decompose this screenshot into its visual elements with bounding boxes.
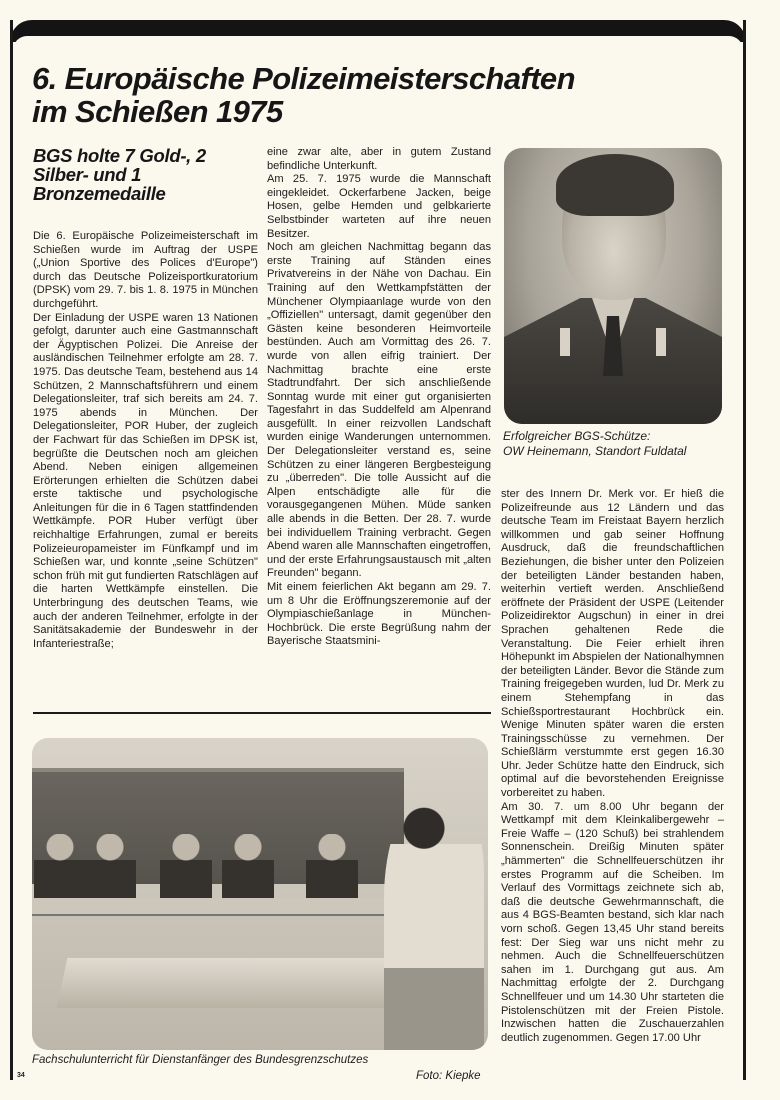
teacher-desk [57,958,398,1008]
classroom-caption: Fachschulunterricht für Dienstanfänger des Bundesgrenzschutzes [32,1054,369,1066]
portrait-caption-line-2: OW Heinemann, Standort Fuldatal [503,444,687,458]
paragraph: ster des Innern Dr. Merk vor. Er hieß die Polizeifreunde aus 12 Ländern und das deutsche Team im Freistaat Bayern herzlich willkommen und gab seiner Hoffnung Ausdruck, daß die freundschaftlichen Beziehungen, die bisher unter den Polizeien der beteiligten Länder bestanden haben, weiterhin vertieft werden. Anschließend eröffnete der Präsident der USPE (Leitender Polizeidirektor Augschun) in einer in drei Sprachen gehaltenen Rede die Veranstaltung. Die Feier erhielt ihren Höhepunkt im Abspielen der Nationalhymnen der beteiligten Länder. Bevor die Stände zum Training freigegeben wurden, lud Dr. Merk zu einem Stehempfang in das Schießsportrestaurant Hochbrück ein. Wenige Minuten später waren die ersten Trainingsschüsse zu vernehmen. Der Schießlärm verstummte erst gegen 16.30 Uhr. Jeder Schütze hatte den Eindruck, sich optimal auf die bevorstehenden Ereignisse vorbereitet zu haben. [501,488,724,800]
paragraph: eine zwar alte, aber in gutem Zustand befindliche Unterkunft. [267,146,491,172]
photo-credit: Foto: Kiepke [416,1070,481,1082]
teacher-figure [384,798,484,1050]
portrait-caption-line-1: Erfolgreicher BGS-Schütze: [503,429,651,443]
article-column-1 [33,230,258,651]
student-figure [306,834,358,906]
paragraph: Der Einladung der USPE waren 13 Nationen gefolgt, darunter auch eine Gastmannschaft der Ägyptischen Polizei. Die Anreise der ausländischen Teilnehmer erfolgte am 28. 7. 1975. Das deutsche Team, bestehend aus 14 Schützen, 2 Mannschaftsführern und einem Delegationsleiter, traf sich bereits am 24. 7. 1975 abends in München. Der Delegationsleiter, POR Huber, der zugleich der Fachwart für das Schießen im DPSK ist, begrüßte die Deutschen noch am gleichen Abend. Neben einigen allgemeinen Erörterungen erhielten die Schützen dabei erste taktische und psychologische Anleitungen für die in 6 Tagen stattfindenden Wettkämpfe. POR Huber verfügt über reichhaltige Erfahrungen, zumal er bereits Polizeieuropameister im Fünfkampf und im Schießen war, und konnte „seine Schützen" schon früh mit gut fundierten Ratschlägen auf die harten Wettkämpfe einstellen. Die Unterbringung des deutschen Teams, wie auch der anderen Teilnehmer, erfolgte in der Sanitätsakademie der Bundeswehr in der Infanteriestraße; [33,311,258,650]
portrait-photo [504,148,722,424]
student-figure [34,834,86,906]
student-figure [160,834,212,906]
paragraph: Am 30. 7. um 8.00 Uhr begann der Wettkampf mit dem Kleinkalibergewehr – Freie Waffe – (120 Schuß) bei strahlendem Sonnenschein. Dreißig Minuten später „hämmerten" die Schnellfeuerschützen ihr erstes Programm auf die Scheiben. Im Verlauf des Vormittags zeichnete sich ab, daß die deutsche Gewehrmannschaft, die aus 4 BGS-Beamten bestand, sich klar nach vorn schoß. Gegen 13,45 Uhr stand bereits fest: Der Sieg war uns nicht mehr zu nehmen. Auch die Schnellfeuerschützen sahen im 1. Durchgang gut aus. Am Nachmittag erfolgte der 2. Durchgang Schnellfeuer und um 14.30 Uhr starteten die Pistolenschützen mit der Freien Pistole. Inzwischen hatten die Zuschauerzahlen deutlich zugenommen. Gegen 17.00 Uhr [501,800,724,1044]
article-subtitle: BGS holte 7 Gold-, 2 Silber- und 1 Bronzemedaille [33,145,206,204]
section-divider [33,712,491,714]
article-column-3 [501,488,724,1045]
portrait-hair [556,154,674,216]
student-figure [84,834,136,906]
paragraph: Am 25. 7. 1975 wurde die Mannschaft eingekleidet. Ockerfarbene Jacken, beige Hosen, gelbe Hemden und gelbkarierte Selbstbinder warteten auf ihre neuen Besitzer. [267,173,491,240]
student-figure [222,834,274,906]
paragraph: Die 6. Europäische Polizeimeisterschaft im Schießen wurde im Auftrag der USPE („Union Sportive des Polices d'Europe") durch das Deutsche Polizeisportkuratorium (DPSK) vom 29. 7. bis 1. 8. 1975 in München durchgeführt. [33,230,258,310]
portrait-caption [503,429,733,459]
paragraph: Mit einem feierlichen Akt begann am 29. 7. um 8 Uhr die Eröffnungszeremonie auf der Olympiaschießanlage in München-Hochbrück. Die erste Begrüßung nahm der Bayerische Staatsmini- [267,581,491,648]
article-title [32,62,732,128]
title-line-2: im Schießen 1975 [32,94,283,129]
paragraph: Noch am gleichen Nachmittag begann das erste Training auf Ständen eines Privatvereins in der Nähe von Dachau. Ein Training auf den Wettkampfstätten der Münchener Olympiaanlage wurde von den „Offiziellen" untersagt, damit gegenüber den Gästen keine besonderen Heimvorteile bestünden. Auch am Vormittag des 26. 7. wurde von allen eifrig trainiert. Der Nachmittag brachte eine erste Stadtrundfahrt. Der sich anschließende Sonntag wurde mit einer gut organisierten Tagesfahrt in das Suddelfeld am Alpenrand ausgefüllt. In einer reizvollen Landschaft wurden einige Wanderungen unternommen. Der Delegationsleiter verstand es, seine Schützen zu einer längeren Bergbesteigung zu „überreden". Die tolle Aussicht auf die Alpen entschädigte alle für die vorausgegangenen Mühen. Müde sanken alle abends in die Betten. Der 28. 7. wurde bei individuellem Training verbracht. Gegen Abend waren alle Mannschaften eingetroffen, und der erste Erfahrungsaustausch mit „alten Freunden" begann. [267,241,491,580]
collar-patch-right [656,328,666,356]
classroom-photo [32,738,488,1050]
page-number: 34 [17,1072,25,1079]
desk-row [32,898,392,916]
title-line-1: 6. Europäische Polizeimeisterschaften [32,61,575,96]
collar-patch-left [560,328,570,356]
article-column-2 [267,146,491,649]
